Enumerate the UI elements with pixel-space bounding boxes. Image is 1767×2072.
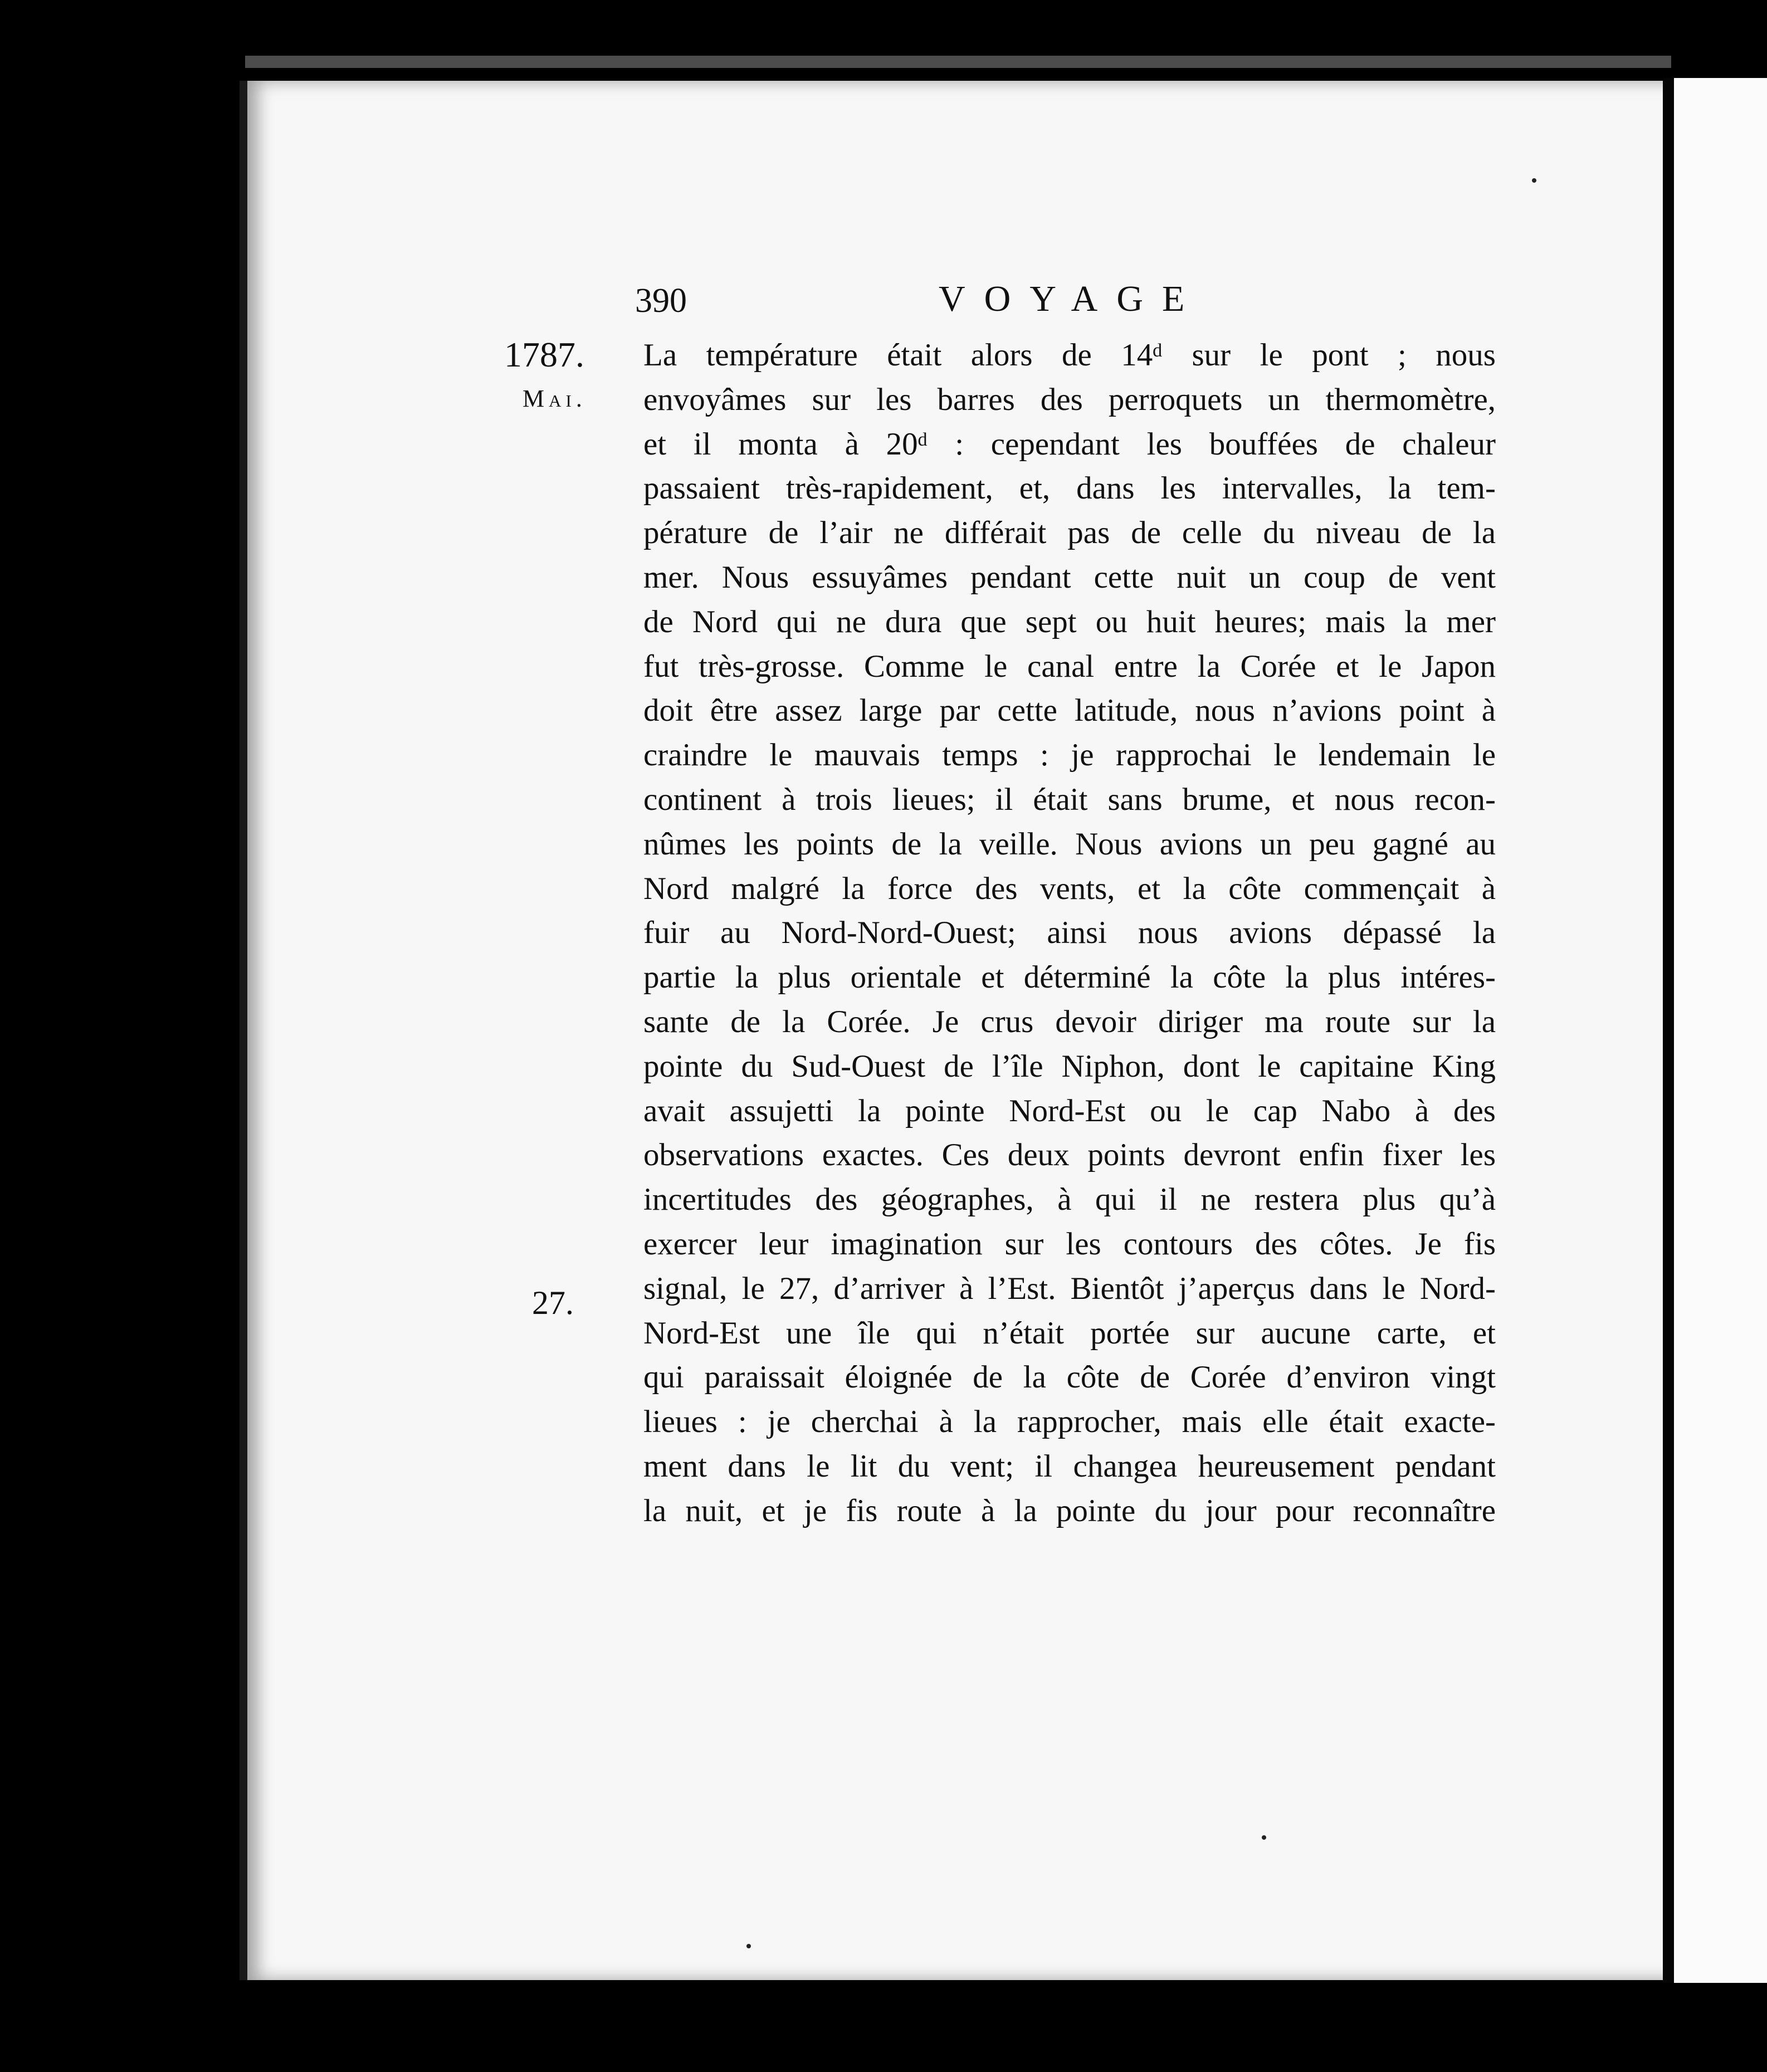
- body-line: La température était alors de 14ᵈ sur le pont ; nous: [643, 338, 1496, 373]
- body-line: sante de la Corée. Je crus devoir diriger ma route sur la: [643, 1004, 1496, 1039]
- body-line: craindre le mauvais temps : je rapprochai le lendemain le: [643, 737, 1496, 773]
- body-line: de Nord qui ne dura que sept ou huit heures; mais la mer: [643, 604, 1496, 639]
- body-line: Nord malgré la force des vents, et la côte commençait à: [643, 871, 1496, 906]
- body-line: passaient très-rapidement, et, dans les intervalles, la tem-: [643, 471, 1496, 506]
- paper-speck: [746, 1944, 751, 1948]
- paper-speck: [1262, 1835, 1266, 1840]
- right-page-edge: [1674, 78, 1767, 1983]
- running-title: VOYAGE: [939, 278, 1204, 319]
- margin-note-day: 27.: [532, 1284, 574, 1321]
- body-line: la nuit, et je fis route à la pointe du jour pour reconnaître: [643, 1493, 1496, 1528]
- running-head: [635, 278, 1738, 331]
- body-line: mer. Nous essuyâmes pendant cette nuit un coup de vent: [643, 559, 1496, 595]
- body-line: qui paraissait éloignée de la côte de Corée d’environ vingt: [643, 1360, 1496, 1395]
- body-line: observations exactes. Ces deux points devront enfin fixer les: [643, 1137, 1496, 1173]
- body-line: et il monta à 20ᵈ : cependant les bouffées de chaleur: [643, 426, 1496, 462]
- body-line: ment dans le lit du vent; il changea heureusement pendant: [643, 1448, 1496, 1484]
- body-line: envoyâmes sur les barres des perroquets un thermomètre,: [643, 382, 1496, 417]
- top-page-edge: [245, 56, 1671, 68]
- margin-note-year: 1787.: [504, 335, 584, 374]
- body-line: Nord-Est une île qui n’était portée sur aucune carte, et: [643, 1315, 1496, 1351]
- body-line: lieues : je cherchai à la rapprocher, mais elle était exacte-: [643, 1404, 1496, 1440]
- body-line: doit être assez large par cette latitude, nous n’avions point à: [643, 693, 1496, 729]
- body-line: exercer leur imagination sur les contours des côtes. Je fis: [643, 1226, 1496, 1262]
- body-line: signal, le 27, d’arriver à l’Est. Bientôt j’aperçus dans le Nord-: [643, 1270, 1496, 1306]
- body-line: fuir au Nord-Nord-Ouest; ainsi nous avions dépassé la: [643, 915, 1496, 951]
- body-line: fut très-grosse. Comme le canal entre la Corée et le Japon: [643, 648, 1496, 684]
- margin-note-month: Mai.: [523, 385, 587, 412]
- body-line: nûmes les points de la veille. Nous avions un peu gagné au: [643, 826, 1496, 862]
- page-gutter: [1663, 78, 1674, 1983]
- body-line: incertitudes des géographes, à qui il ne restera plus qu’à: [643, 1182, 1496, 1218]
- body-line: continent à trois lieues; il était sans brume, et nous recon-: [643, 781, 1496, 817]
- page-number: 390: [635, 282, 687, 320]
- paper-speck: [1532, 178, 1536, 183]
- body-line: avait assujetti la pointe Nord-Est ou le cap Nabo à des: [643, 1093, 1496, 1128]
- body-text: [643, 333, 1496, 1533]
- body-line: partie la plus orientale et déterminé la côte la plus intéres-: [643, 960, 1496, 995]
- body-line: pérature de l’air ne différait pas de celle du niveau de la: [643, 515, 1496, 551]
- body-line: pointe du Sud-Ouest de l’île Niphon, dont le capitaine King: [643, 1048, 1496, 1084]
